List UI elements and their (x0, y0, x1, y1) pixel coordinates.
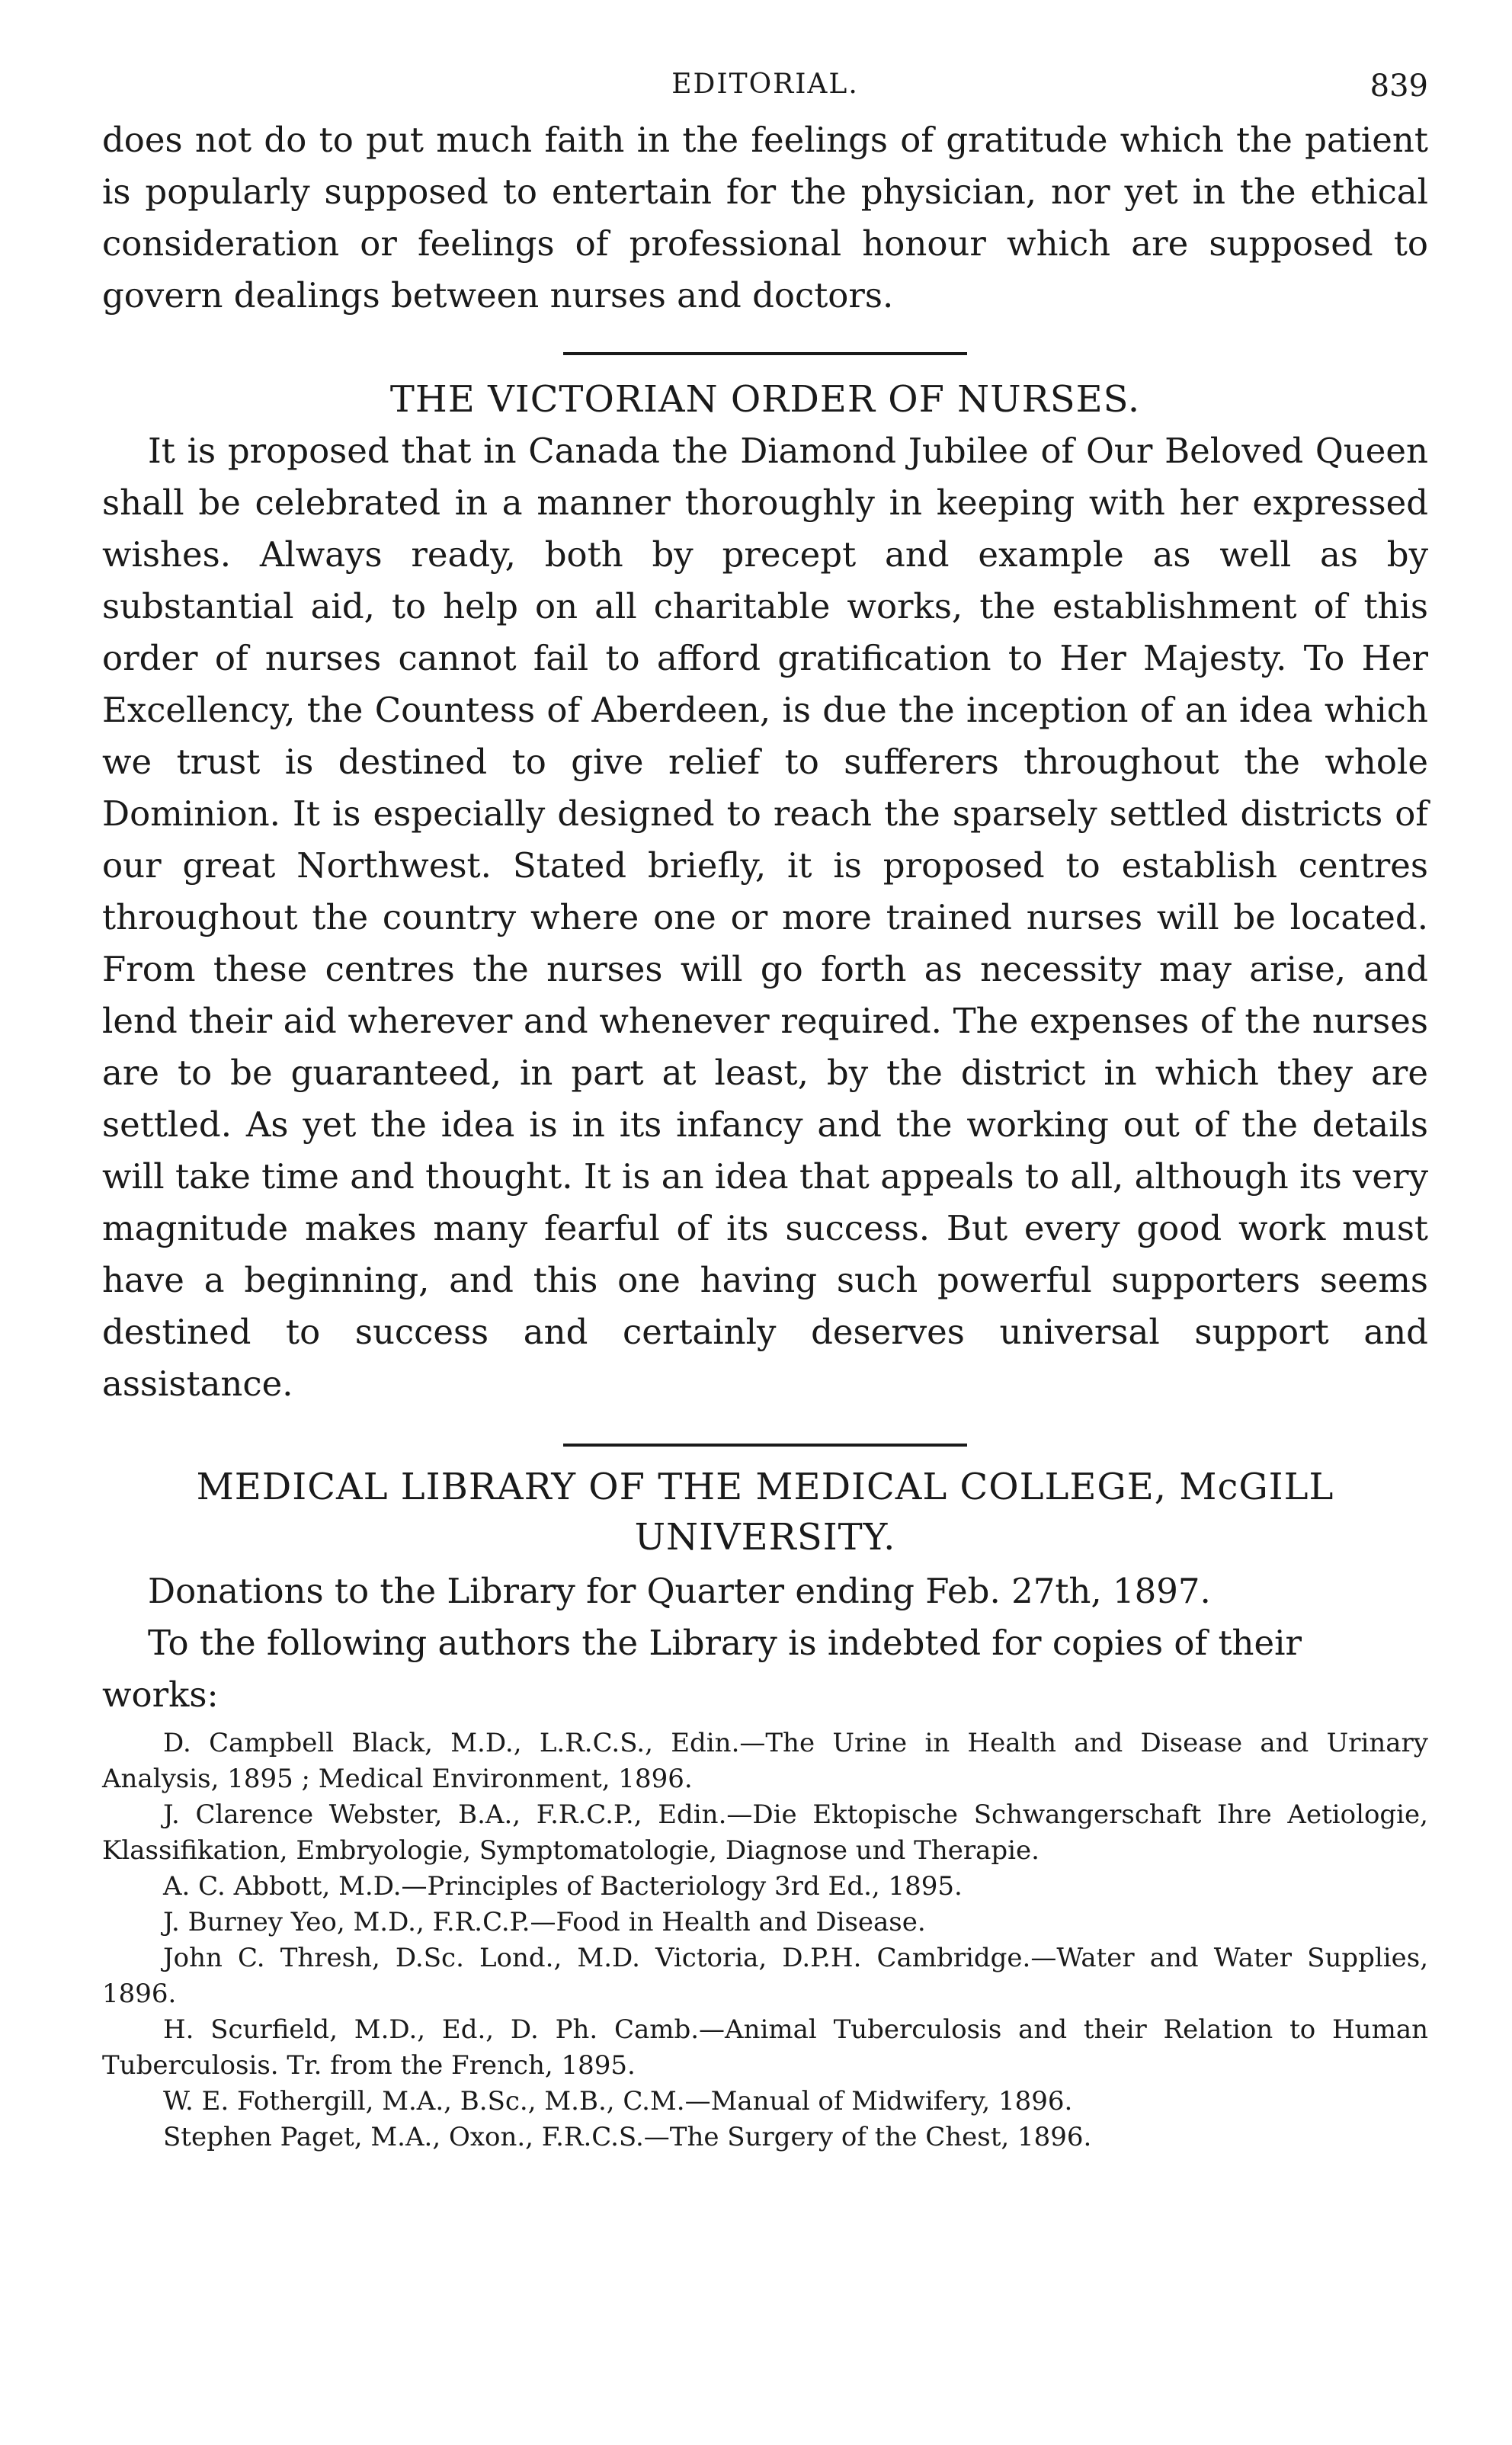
donation-entry: J. Burney Yeo, M.D., F.R.C.P.—Food in Health and Disease. (163, 1907, 926, 1937)
donation-entry: A. C. Abbott, M.D.—Principles of Bacteriology 3rd Ed., 1895. (163, 1871, 963, 1902)
donations-line: Donations to the Library for Quarter ending Feb. 27th, 1897. (148, 1571, 1211, 1611)
victorian-body-block (102, 425, 1428, 1410)
page-number: 839 (1369, 69, 1428, 104)
section-title-victorian: THE VICTORIAN ORDER OF NURSES. (389, 378, 1141, 421)
donation-list (102, 1726, 1428, 2155)
page-header (102, 69, 1428, 114)
authors-intro: To the following authors the Library is indebted for copies of their works: (102, 1623, 1302, 1715)
page (102, 69, 1428, 2155)
donation-entry: John C. Thresh, D.Sc. Lond., M.D. Victoria, D.P.H. Cambridge.—Water and Water Supplies, 1896. (102, 1943, 1428, 2009)
section-divider (563, 352, 967, 355)
donation-entry: D. Campbell Black, M.D., L.R.C.S., Edin.—The Urine in Health and Disease and Urinary Analysis, 1895 ; Medical Environment, 1896. (102, 1728, 1428, 1794)
intro-paragraph-block (102, 114, 1428, 322)
library-intro-block (102, 1565, 1428, 1721)
donation-entry: W. E. Fothergill, M.A., B.Sc., M.B., C.M.—Manual of Midwifery, 1896. (163, 2086, 1073, 2117)
donation-entry: H. Scurfield, M.D., Ed., D. Ph. Camb.—Animal Tuberculosis and their Relation to Human Tuberculosis. Tr. from the French, 1895. (102, 2014, 1428, 2081)
section-title-library (102, 1462, 1428, 1562)
intro-paragraph: does not do to put much faith in the feelings of gratitude which the patient is popularly supposed to entertain for the physician, nor yet in the ethical consideration or feelings of professional honour which are supposed to govern dealings between nurses and doctors. (102, 120, 1428, 316)
library-title-line-2: UNIVERSITY. (634, 1516, 896, 1559)
library-title-line-1: MEDICAL LIBRARY OF THE MEDICAL COLLEGE, McGILL (196, 1466, 1334, 1508)
victorian-paragraph: It is proposed that in Canada the Diamond Jubilee of Our Beloved Queen shall be celebrated in a manner thoroughly in keeping with her expressed wishes. Always ready, both by precept and example as well as by substantial aid, to help on all charitable works, the establishment of this order of nurses cannot fail to afford gratification to Her Majesty. To Her Excellency, the Countess of Aberdeen, is due the inception of an idea which we trust is destined to give relief to sufferers throughout the whole Dominion. It is especially designed to reach the sparsely settled districts of our great Northwest. Stated briefly, it is proposed to establish centres throughout the country where one or more trained nurses will be located. From these centres the nurses will go forth as necessity may arise, and lend their aid wherever and whenever required. The expenses of the nurses are to be guaranteed, in part at least, by the district in which they are settled. As yet the idea is in its infancy and the working out of the details will take time and thought. It is an idea that appeals to all, although its very magnitude makes many fearful of its success. But every good work must have a beginning, and this one having such powerful supporters seems destined to success and certainly deserves universal support and assistance. (102, 431, 1428, 1404)
section-divider (563, 1444, 967, 1447)
running-head: EDITORIAL. (671, 69, 859, 100)
donation-entry: J. Clarence Webster, B.A., F.R.C.P., Edin.—Die Ektopische Schwangerschaft Ihre Aetiologie, Klassifikation, Embryologie, Symptomatologie, Diagnose und Therapie. (102, 1799, 1428, 1866)
donation-entry: Stephen Paget, M.A., Oxon., F.R.C.S.—The Surgery of the Chest, 1896. (163, 2122, 1092, 2152)
